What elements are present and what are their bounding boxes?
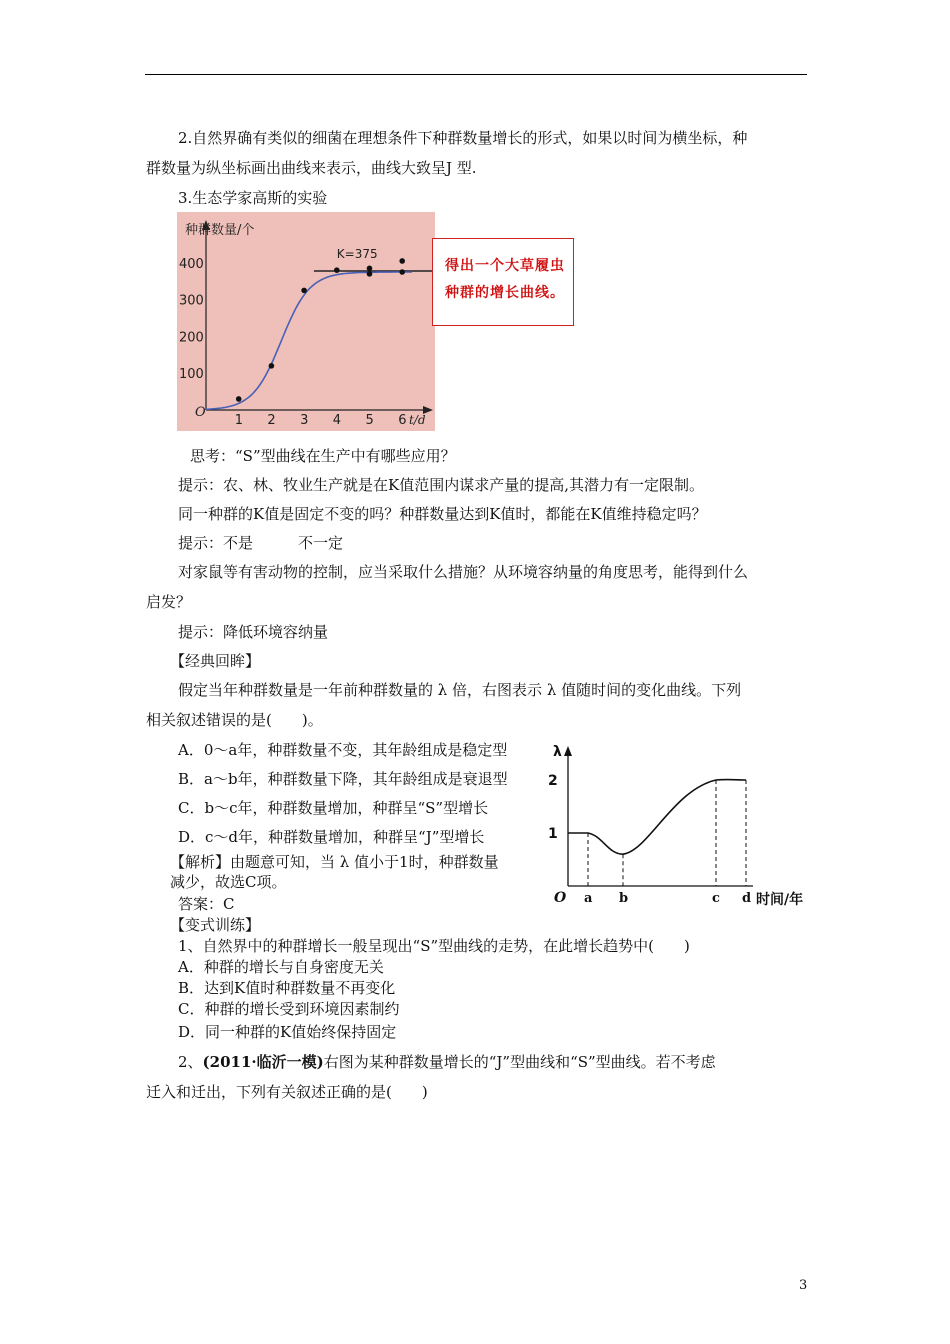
x-tick-label: 6 (398, 413, 407, 428)
y-axis-label: λ (553, 744, 562, 760)
x-tick-label: 3 (300, 413, 309, 428)
data-point (367, 271, 373, 277)
y-tick-label: 200 (179, 330, 204, 346)
y-tick-label: 400 (179, 256, 204, 272)
question-stem-line2: 相关叙述错误的是( )。 (146, 711, 323, 729)
data-point (367, 266, 373, 272)
lambda-chart (548, 738, 818, 913)
answer-line: 答案：C (178, 895, 235, 913)
section-heading-classic: 【经典回眸】 (170, 652, 261, 670)
data-point (399, 258, 405, 264)
variant-1-option-b: B．达到K值时种群数量不再变化 (178, 979, 396, 997)
x-tick-label: 1 (234, 413, 243, 428)
option-b: B．a～b年，种群数量下降，其年龄组成是衰退型 (178, 770, 508, 788)
y-tick-label: 100 (179, 367, 204, 383)
lambda-chart-svg (548, 738, 818, 913)
x-axis-label: 时间/年 (756, 892, 804, 908)
section-heading-variant: 【变式训练】 (170, 916, 261, 934)
data-point (236, 396, 242, 402)
variant-question-2-line1 (178, 1052, 716, 1072)
callout-text: 得出一个大草履虫种群的增长曲线。 (445, 258, 565, 301)
x-tick-label: c (712, 891, 720, 906)
question-3-line1: 对家鼠等有害动物的控制，应当采取什么措施？从环境容纳量的角度思考，能得到什么 (178, 563, 749, 581)
variant-1-option-d: D．同一种群的K值始终保持固定 (178, 1023, 397, 1041)
x-tick-label: d (742, 891, 752, 906)
data-point (399, 269, 405, 275)
question-stem-line1: 假定当年种群数量是一年前种群数量的 λ 倍，右图表示 λ 值随时间的变化曲线。下列 (178, 681, 742, 699)
variant-2-text: 右图为某种群数量增长的“J”型曲线和“S”型曲线。若不考虑 (323, 1053, 716, 1071)
y-tick-label: 1 (548, 826, 558, 842)
y-tick-label: 300 (179, 293, 204, 309)
data-point (301, 288, 307, 294)
data-point (334, 267, 340, 273)
header-rule (145, 74, 807, 75)
variant-question-1: 1、自然界中的种群增长一般呈现出“S”型曲线的走势，在此增长趋势中( ) (178, 937, 690, 955)
y-axis-arrow (564, 746, 572, 756)
k-value-label: K=375 (336, 247, 378, 261)
gause-growth-chart (177, 212, 435, 431)
page-number: 3 (799, 1278, 808, 1293)
lambda-curve-line (568, 780, 746, 855)
paragraph-2-line2: 群数量为纵坐标画出曲线来表示，曲线大致呈J 型. (146, 159, 477, 177)
variant-2-prefix: 2、 (178, 1053, 203, 1071)
s-curve-line (206, 272, 412, 409)
y-axis-label: 种群数量/个 (185, 223, 255, 238)
option-c: C．b～c年，种群数量增加，种群呈“S”型增长 (178, 799, 489, 817)
question-3-line2: 启发？ (146, 593, 192, 611)
option-a: A．0～a年，种群数量不变，其年龄组成是稳定型 (178, 741, 508, 759)
y-tick-label: 2 (548, 773, 558, 789)
variant-1-option-c: C．种群的增长受到环境因素制约 (178, 1000, 400, 1018)
answer-2: 提示：不是 不一定 (178, 534, 344, 552)
callout-box (432, 238, 574, 326)
x-tick-label: a (584, 891, 593, 906)
variant-2-source: (2011·临沂一模) (202, 1053, 324, 1071)
variant-1-option-a: A．种群的增长与自身密度无关 (178, 958, 384, 976)
question-2: 同一种群的K值是固定不变的吗？种群数量达到K值时，都能在K值维持稳定吗？ (178, 505, 707, 523)
data-point (269, 363, 275, 369)
x-tick-label: 4 (332, 413, 342, 428)
x-axis-label: t/d (409, 413, 426, 427)
x-tick-label: 2 (267, 413, 276, 428)
question-1: 思考：“S”型曲线在生产中有哪些应用？ (190, 447, 456, 465)
paragraph-2-line1: 2.自然界确有类似的细菌在理想条件下种群数量增长的形式，如果以时间为横坐标，种 (178, 129, 748, 147)
origin-label: O (554, 890, 567, 906)
option-d: D．c～d年，种群数量增加，种群呈“J”型增长 (178, 828, 485, 846)
origin-label: O (195, 405, 206, 420)
paragraph-3-heading: 3.生态学家高斯的实验 (178, 189, 328, 207)
x-tick-label: b (619, 891, 629, 906)
answer-1: 提示：农、林、牧业生产就是在K值范围内谋求产量的提高,其潜力有一定限制。 (178, 476, 704, 494)
analysis-line1: 【解析】由题意可知，当 λ 值小于1时，种群数量 (170, 853, 499, 871)
gause-chart-svg (177, 212, 435, 431)
analysis-line2: 减少，故选C项。 (170, 873, 287, 891)
x-tick-label: 5 (365, 413, 374, 428)
variant-question-2-line2: 迁入和迁出，下列有关叙述正确的是( ) (146, 1083, 428, 1101)
answer-3: 提示：降低环境容纳量 (178, 623, 329, 641)
